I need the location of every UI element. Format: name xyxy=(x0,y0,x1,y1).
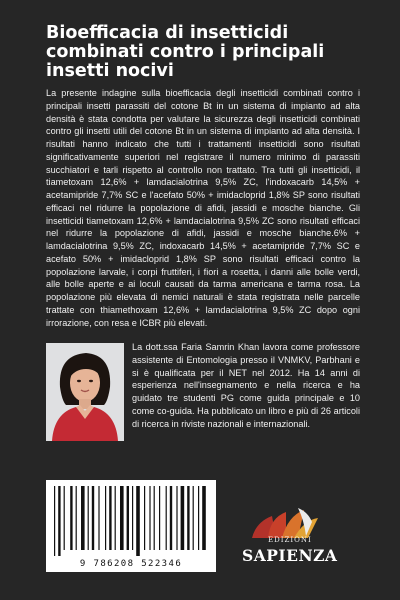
barcode-bar xyxy=(159,486,160,550)
barcode-bar xyxy=(105,486,106,550)
isbn-barcode xyxy=(46,480,216,572)
barcode-bar xyxy=(92,486,94,550)
barcode-bar xyxy=(149,486,150,550)
barcode-bar xyxy=(193,486,194,550)
barcode-bar xyxy=(115,486,116,550)
barcode-bar xyxy=(98,486,99,550)
book-title: Bioefficacia di insetticidi combinati contro i principali insetti nocivi xyxy=(46,23,325,81)
author-bio: La dott.ssa Faria Samrin Khan lavora come professore assistente di Entomologia presso il VNMKV, Parbhani e si è qualificata per il NET nel 2012. Ha 14 anni di esperienza nell'insegnamento e nella ricerca e ha guidato tre studenti PG come guida principale e 10 come co-guida. Ha pubblicato un libro e più di 26 articoli di ricerca in riviste nazionali e internazionali. xyxy=(132,342,360,429)
barcode-bar xyxy=(187,486,189,550)
barcode-bar xyxy=(198,486,199,550)
barcode-bar xyxy=(88,486,89,550)
barcode-bar xyxy=(127,486,129,550)
barcode-bar xyxy=(176,486,177,550)
barcode-bar xyxy=(170,486,172,550)
book-description: La presente indagine sulla bioefficacia degli insetticidi combinati contro i principali insetti parassiti del cotone Bt in un sistema di impianto ad alta densità è stata condotta per valutare la sicurezza degli insetticidi combinati contro gli insetti utili del cotone Bt in un sistema di impianto ad alta densità. I risultati hanno indicato che tutti i trattamenti insetticidi sono risultati significativamente superiori nel registrare il numero minimo di parassiti succhiatori e tarli rispetto al controllo non trattato. Tra tutti gli insetticidi, il tiametoxam 12,6% + lamdacialotrina 9,5% ZC, l'indoxacarb 14,5% + acetamipride 7,7% SC e l'acefato 50% + imidacloprid 1,8% SP sono risultati efficaci nel ridurre la popolazione di afidi, jassidi e mosche bianche. Gli insetticidi tiametoxam 12,6% + lamdacialotrina 9,5% ZC sono risultati efficaci nel ridurre la popolazione di afidi, jassidi e mosche bianche.6% + lamdacialotrina 9,5% ZC, indoxacarb 14,5% + acetamipride 7,7% SC e acefato 50% + imidacloprid 1,8% SP sono risultati efficaci contro la popolazione larvale, i corpi fruttiferi, i fiori a rosetta, i danni alle bolle verdi, alle bolle aperte e ai loculi causati da tarma americana e tarma rosa. La popolazione più elevata di nemici naturali è stata registrata nelle parcelle trattate con thiamethoxam 12,6% + lamdacialotrina 9,5% ZC dopo ogni irrorazione, con resa e ICBR più elevati. xyxy=(46,88,360,328)
barcode-bar xyxy=(109,486,111,550)
barcode-bar xyxy=(202,486,206,550)
barcode-bars xyxy=(54,486,208,556)
barcode-bar xyxy=(154,486,155,550)
barcode-bar xyxy=(144,486,145,550)
isbn-digits: 9 786208 522346 xyxy=(79,559,183,569)
barcode-bar xyxy=(58,486,60,556)
publisher-name: SAPIENZA xyxy=(242,546,338,565)
barcode-bar xyxy=(81,486,85,550)
publisher-prefix: EDIZIONI xyxy=(268,536,312,544)
barcode-bar xyxy=(70,486,72,550)
barcode-bar xyxy=(181,486,185,550)
publisher-logo xyxy=(238,506,348,576)
barcode-bar xyxy=(54,486,55,556)
barcode-bar xyxy=(76,486,77,550)
barcode-bar xyxy=(136,486,140,556)
barcode-bar xyxy=(64,486,65,550)
barcode-bar xyxy=(120,486,124,550)
barcode-bar xyxy=(132,486,133,550)
quill-fan-icon xyxy=(246,506,326,540)
barcode-bar xyxy=(166,486,167,550)
author-photo xyxy=(46,343,124,441)
